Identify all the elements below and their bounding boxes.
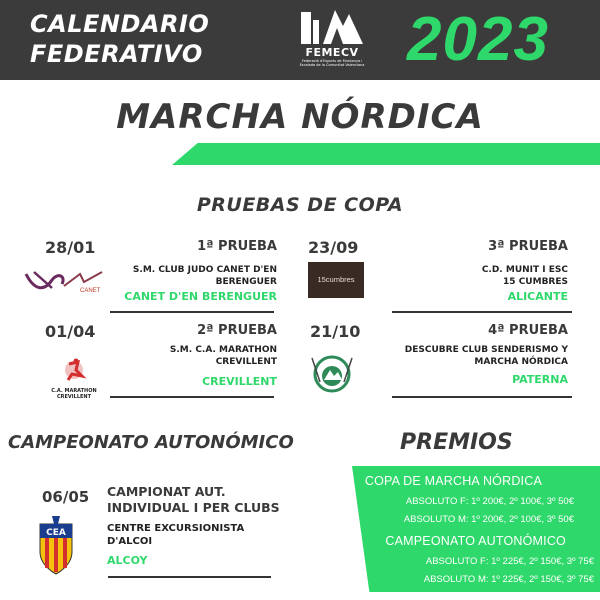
premios-copa-title: COPA DE MARCHA NÓRDICA bbox=[364, 474, 542, 488]
marathon-crevillent-logo: C.A. MARATHON CREVILLENT bbox=[34, 358, 114, 398]
femecv-logo bbox=[297, 6, 367, 74]
prueba-date: 28/01 bbox=[45, 238, 96, 257]
prueba-city: ALICANTE bbox=[507, 290, 568, 303]
header-bar bbox=[0, 0, 600, 80]
prueba-number: 3ª PRUEBA bbox=[488, 239, 568, 254]
svg-text:CANET: CANET bbox=[80, 288, 101, 294]
prueba-date: 23/09 bbox=[308, 238, 359, 257]
premios-copa-f: ABSOLUTO F: 1º 200€, 2º 100€, 3º 50€ bbox=[405, 496, 574, 507]
femecv-mountain-icon bbox=[297, 6, 367, 46]
prueba-city: CREVILLENT bbox=[202, 375, 277, 388]
header-title-line1: CALENDARIO bbox=[30, 10, 210, 38]
campeonato-city: ALCOY bbox=[107, 554, 148, 567]
premios-copa-m: ABSOLUTO M: 1º 200€, 2º 100€, 3º 50€ bbox=[403, 514, 574, 525]
page-title: MARCHA NÓRDICA bbox=[116, 97, 484, 137]
prueba-club: S.M. CLUB JUDO CANET D'EN BERENGUER bbox=[132, 265, 277, 287]
divider bbox=[108, 576, 271, 578]
title-accent-strip bbox=[172, 143, 600, 165]
divider bbox=[392, 396, 572, 398]
prueba-number: 4ª PRUEBA bbox=[488, 323, 568, 338]
prueba-club: DESCUBRE CLUB SENDERISMO Y MARCHA NÓRDICA bbox=[404, 345, 568, 367]
prueba-date: 01/04 bbox=[45, 322, 96, 341]
premios-camp-m: ABSOLUTO M: 1º 225€, 2º 150€, 3º 75€ bbox=[423, 574, 594, 585]
pruebas-title: PRUEBAS DE COPA bbox=[196, 194, 404, 216]
premios-title: PREMIOS bbox=[400, 430, 513, 455]
prueba-number: 1ª PRUEBA bbox=[197, 239, 277, 254]
premios-camp-title: CAMPEONATO AUTONÓMICO bbox=[385, 534, 566, 548]
prueba-date: 21/10 bbox=[310, 322, 361, 341]
judo-club-logo bbox=[22, 266, 112, 296]
campeonato-club: CENTRE EXCURSIONISTA D'ALCOI bbox=[107, 523, 245, 547]
descubre-club-logo bbox=[306, 352, 358, 396]
prueba-city: CANET D'EN BERENGUER bbox=[124, 290, 277, 303]
year-label: 2023 bbox=[407, 5, 549, 74]
campeonato-name: CAMPIONAT AUT. INDIVIDUAL I PER CLUBS bbox=[107, 484, 280, 515]
prueba-city: PATERNA bbox=[512, 373, 568, 386]
campeonato-title: CAMPEONATO AUTONÓMICO bbox=[8, 432, 294, 453]
prueba-club: C.D. MUNIT I ESC 15 CUMBRES bbox=[481, 265, 568, 287]
logo-name: FEMECV bbox=[305, 46, 359, 59]
campeonato-date: 06/05 bbox=[42, 488, 90, 506]
divider bbox=[110, 396, 274, 398]
cea-alcoi-shield bbox=[38, 516, 74, 576]
header-title-line2: FEDERATIVO bbox=[30, 40, 203, 68]
divider bbox=[392, 311, 572, 313]
divider bbox=[110, 311, 274, 313]
15-cumbres-logo: 15cumbres bbox=[308, 262, 364, 298]
prueba-club: S.M. C.A. MARATHON CREVILLENT bbox=[169, 345, 277, 367]
premios-camp-f: ABSOLUTO F: 1º 225€, 2º 150€, 3º 75€ bbox=[425, 556, 594, 567]
prueba-number: 2ª PRUEBA bbox=[197, 323, 277, 338]
logo-subtitle: Federació d'Esports de Muntanya i Escalada de la Comunitat Valenciana bbox=[299, 59, 365, 67]
svg-text:CEA: CEA bbox=[46, 528, 66, 538]
